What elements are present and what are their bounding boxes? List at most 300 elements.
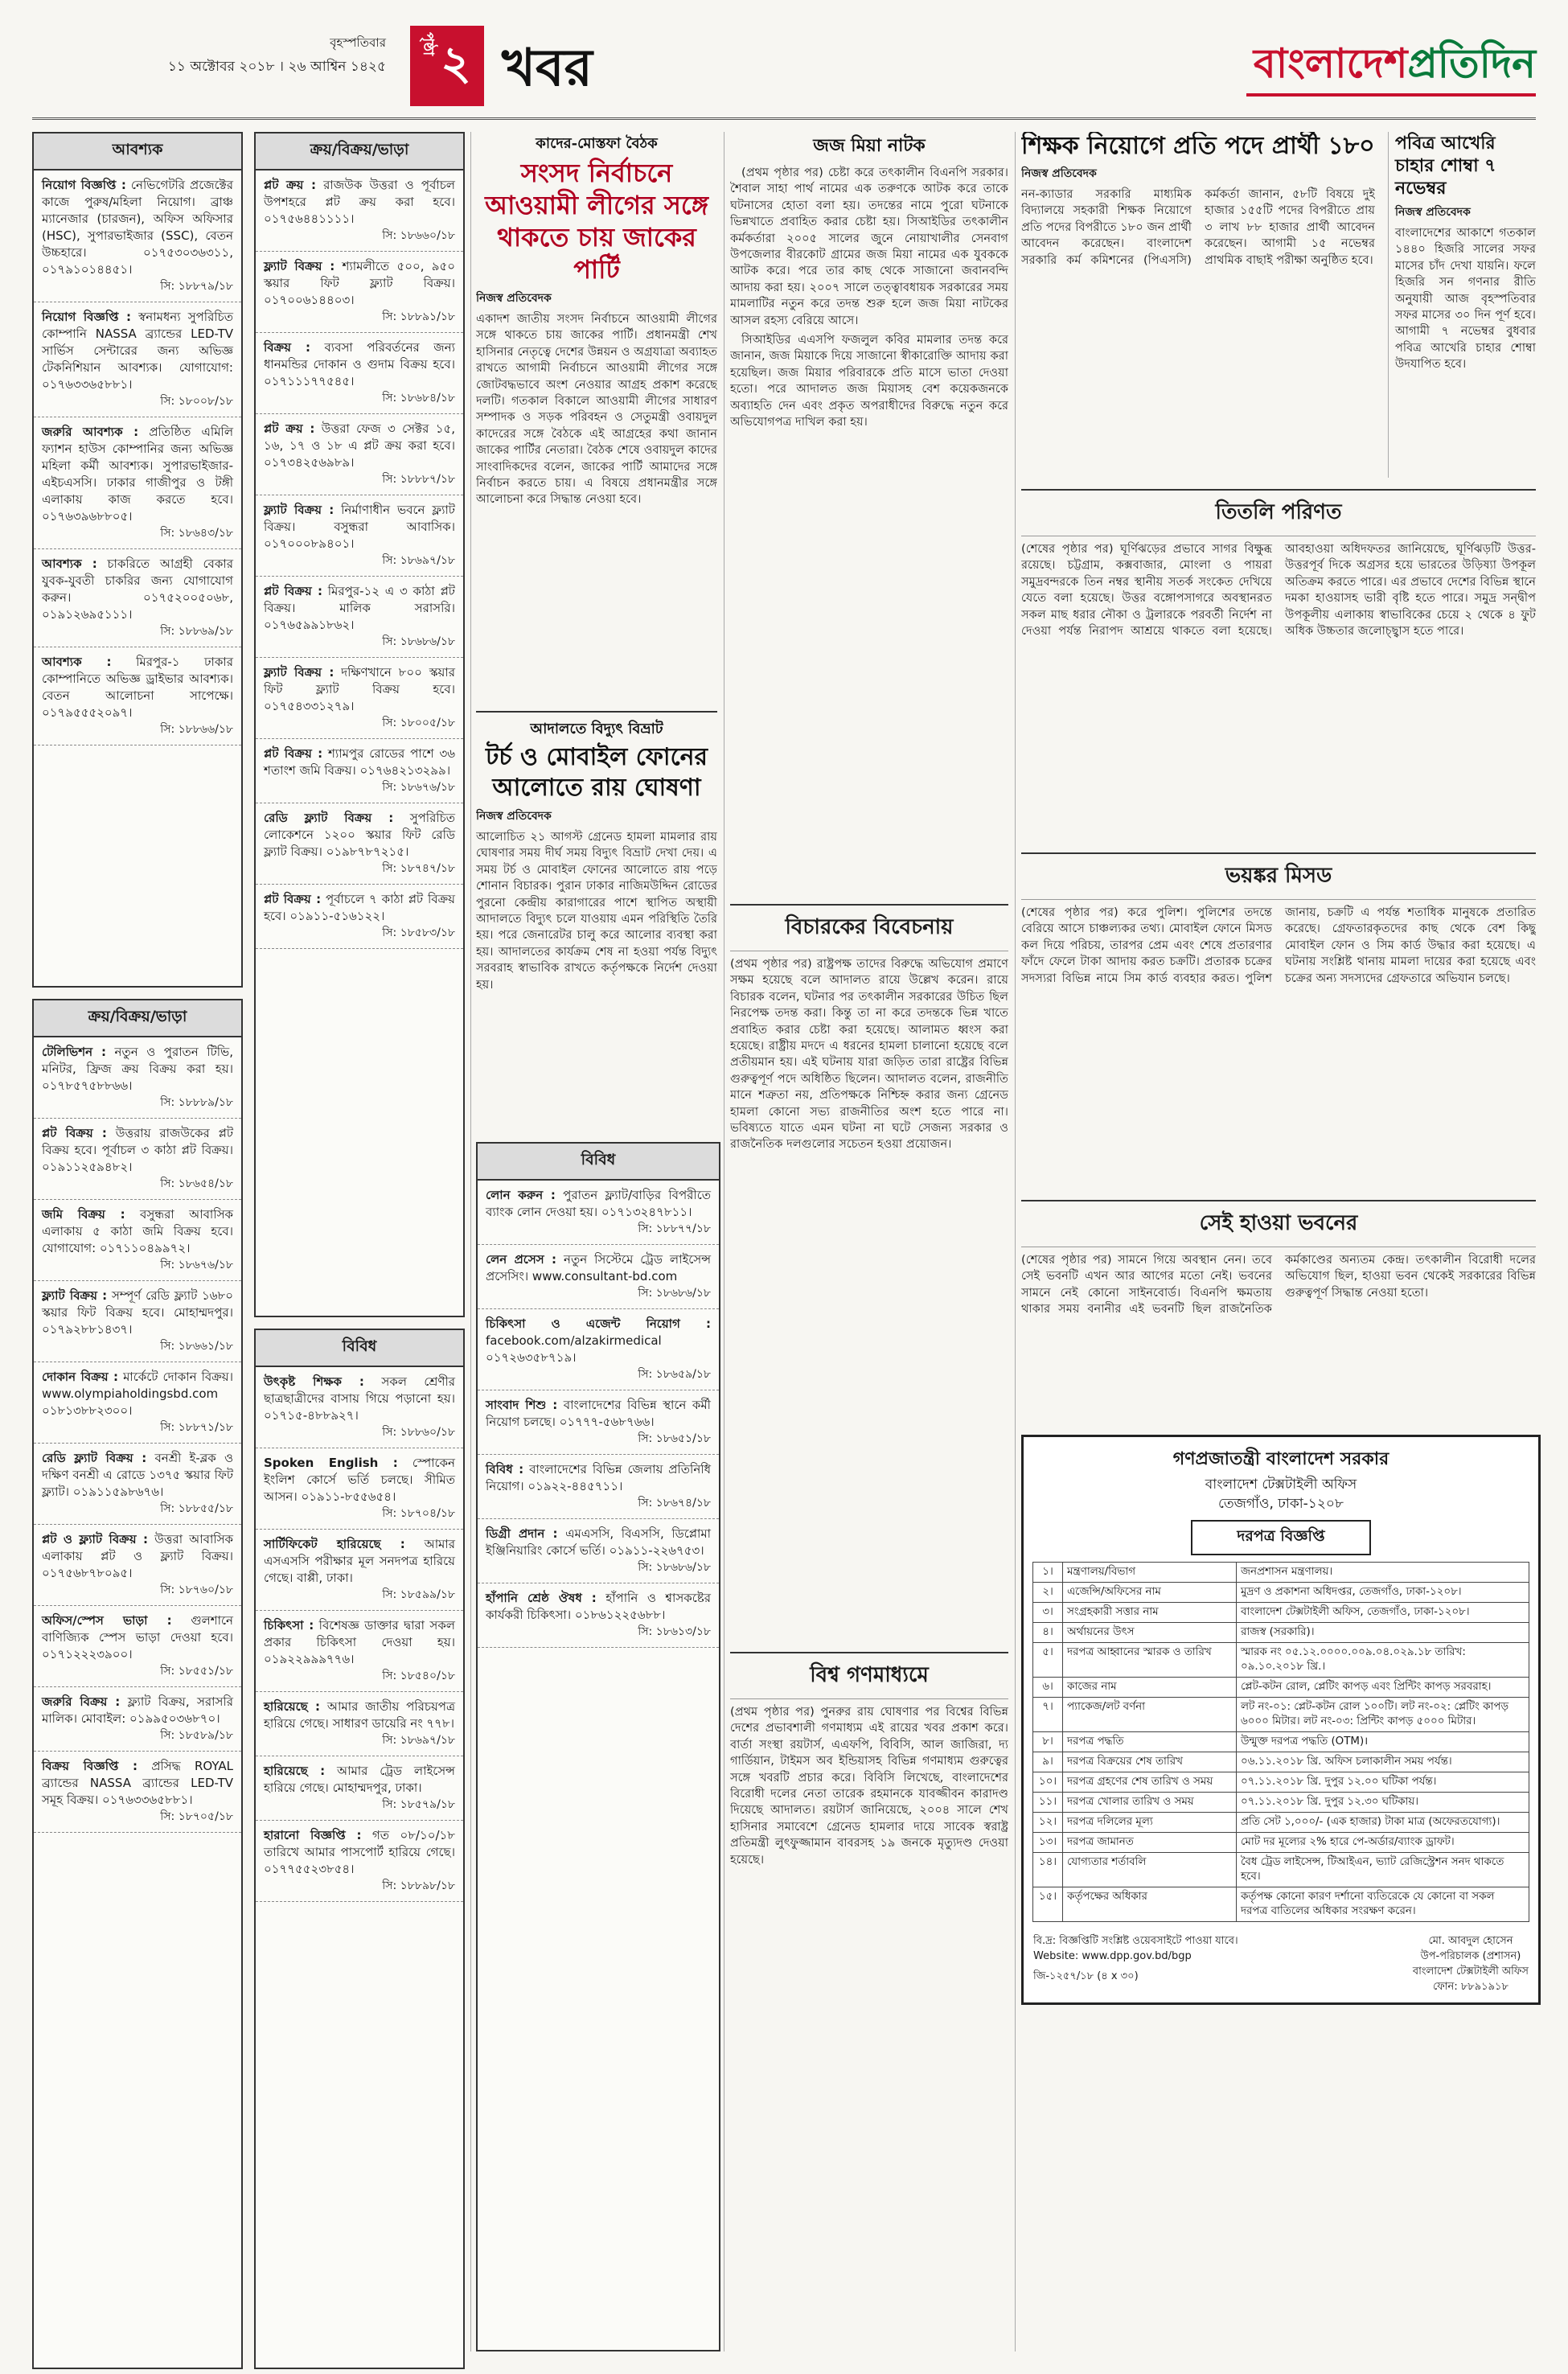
- classified-ad: [34, 1752, 241, 1833]
- classified-box-wanted: [32, 132, 243, 988]
- ad-text: প্রসিদ্ধ ROYAL ব্র্যান্ডের NASSA ব্র্যান্ডের LED-TV সমূহ বিক্রয়। ০১৭৬৩৩৬৫৮৮১।: [42, 1759, 233, 1807]
- tender-title: দরপত্র বিজ্ঞপ্তি: [1191, 1520, 1371, 1555]
- tender-row: [1033, 1833, 1529, 1853]
- ad-lead: উৎকৃষ্ট শিক্ষক :: [264, 1374, 364, 1389]
- ad-reference: সি: ১৮৭০৪/১৮: [382, 1507, 455, 1520]
- tender-cell-key: দরপত্র পদ্ধতি: [1063, 1732, 1237, 1752]
- tender-cell-val: ০৬.১১.২০১৮ খ্রি. অফিস চলাকালীন সময় পর্যন্ত।: [1237, 1752, 1529, 1772]
- tender-cell-val: জনপ্রশাসন মন্ত্রণালয়।: [1237, 1563, 1529, 1583]
- ad-text: ব্যবসা পরিবর্তনের জন্য ধানমন্ডির দোকান ও গুদাম বিক্রয় হবে। ০১৭১১১৭৭৫৪৫।: [264, 340, 455, 388]
- column-divider: [1015, 132, 1016, 2351]
- story-headline[interactable]: তিতলি পরিণত: [1021, 489, 1536, 536]
- ad-lead: সাংবাদ শিশু :: [486, 1398, 558, 1412]
- story-teacher-recruitment: [1021, 132, 1375, 478]
- classified-ad: [34, 302, 241, 417]
- classified-ad: [478, 1583, 719, 1648]
- classified-ad: [256, 414, 463, 495]
- ad-reference: সি: ১৮৬৫৯/১৮: [638, 1368, 711, 1381]
- tender-cell-key: যোগ্যতার শর্তাবলি: [1063, 1853, 1237, 1887]
- section-title: খবর: [502, 38, 593, 98]
- classified-ad: [34, 1281, 241, 1362]
- masthead-part-b: প্রতিদিন: [1407, 39, 1536, 87]
- ad-lead: বিবিধ :: [486, 1462, 524, 1477]
- ad-reference: সি: ১৮৬৯৭/১৮: [382, 1734, 455, 1747]
- tender-row: [1033, 1887, 1529, 1922]
- ad-text: হাঁপানি ও শ্বাসকষ্টের কার্যকরী চিকিৎসা। ০১৮৬১২২৫৬৮৮।: [486, 1591, 711, 1622]
- tender-cell-val: কর্তৃপক্ষ কোনো কারণ দর্শানো ব্যতিরেকে যে কোনো বা সকল দরপত্র বাতিলের অধিকার সংরক্ষণ করেন।: [1237, 1887, 1529, 1922]
- ad-lead: জরুরি বিক্রয় :: [42, 1694, 121, 1709]
- ad-reference: সি: ১৮৬৮৬/১৮: [382, 635, 455, 648]
- classified-ad: [256, 1530, 463, 1611]
- tender-cell-no: ৩।: [1033, 1603, 1063, 1623]
- ad-lead: দোকান বিক্রয় :: [42, 1370, 119, 1384]
- ad-lead: ফ্ল্যাট বিক্রয় :: [42, 1288, 108, 1303]
- ad-reference: সি: ১৮৫৫১/১৮: [160, 1665, 233, 1678]
- ad-lead: ফ্ল্যাট বিক্রয় :: [264, 259, 335, 273]
- ad-lead: বিক্রয় :: [264, 340, 310, 355]
- classified-box-title: বিবিধ: [478, 1144, 719, 1181]
- ad-text: মার্কেটে দোকান বিক্রয়। www.olympiaholdingsbd.com ০১৮১৩৮৮২৩০০।: [42, 1370, 233, 1418]
- tender-row: [1033, 1563, 1529, 1583]
- classified-ad: [256, 885, 463, 949]
- page-label: পৃষ্ঠা: [420, 32, 437, 56]
- story-titli: [1021, 489, 1536, 843]
- tender-note: বি.দ্র: বিজ্ঞপ্তিটি সংশ্লিষ্ট ওয়েবসাইটে পাওয়া যাবে।: [1033, 1935, 1238, 1947]
- ad-text: বিশেষজ্ঞ ডাক্তার দ্বারা সকল প্রকার চিকিৎসা দেওয়া হয়। ০১৯২২৯৯৯৭৭৬।: [264, 1618, 455, 1666]
- ad-lead: সার্টিফিকেট হারিয়েছে :: [264, 1537, 405, 1551]
- story-byline: নিজস্ব প্রতিবেদক: [476, 810, 552, 823]
- story-body: [730, 165, 1008, 431]
- ad-lead: জরুরি আবশ্যক :: [42, 425, 139, 439]
- ad-text: পুরাতন ফ্ল্যাট/বাড়ির বিপরীতে ব্যাংক লোন দেওয়া হয়। ০১৭১৩২৪৭৮১১।: [486, 1188, 711, 1219]
- ad-text: প্রতিষ্ঠিত এমিলি ফ্যাশন হাউস কোম্পানির জন্য অভিজ্ঞ মহিলা কর্মী আবশ্যক। সুপারভাইজার-এইচএসসি। ঢাকার গাজীপুর ও টঙ্গী এলাকায় কাজ করতে হবে। ০১৭৬৩৯৬৮৮০৫।: [42, 425, 233, 524]
- tender-cell-key: মন্ত্রণালয়/বিভাগ: [1063, 1563, 1237, 1583]
- classified-box-bibidh: [476, 1142, 720, 2351]
- ad-lead: হাঁপানি শ্রেষ্ঠ ঔষধ :: [486, 1591, 597, 1605]
- ad-reference: সি: ১৮৮৮৭/১৮: [382, 473, 455, 486]
- tender-row: [1033, 1813, 1529, 1833]
- classifieds-column-2: [254, 132, 465, 2369]
- tender-government: গণপ্রজাতন্ত্রী বাংলাদেশ সরকার: [1172, 1449, 1389, 1469]
- story-kicker: কাদের-মোস্তফা বৈঠক: [536, 135, 658, 152]
- tender-cell-key: দরপত্র আহ্বানের স্মারক ও তারিখ: [1063, 1643, 1237, 1678]
- ad-lead: প্লট বিক্রয় :: [264, 584, 322, 598]
- tender-cell-no: ৭।: [1033, 1698, 1063, 1732]
- page-header: [32, 19, 1536, 120]
- ad-text: ফ্ল্যাট বিক্রয়, সরাসরি মালিক। মোবাইল: ০১৯৯৫০৩৬৮৭০।: [42, 1694, 233, 1726]
- tender-cell-val: বৈধ ট্রেড লাইসেন্স, টিআইএন, ভ্যাট রেজিস্ট্রেশন সনদ থাকতে হবে।: [1237, 1853, 1529, 1887]
- tender-cell-no: ৬।: [1033, 1678, 1063, 1698]
- tender-cell-val: লট নং-০১: প্লেট-কটন রোল ১০০টি। লট নং-০২: প্লেটিং কাপড় ৬০০০ মিটার। লট নং-০৩: প্রিন্টিং কাপড় ৫০০০ মিটার।: [1237, 1698, 1529, 1732]
- ad-text: উত্তরা ফেজ ৩ সেক্টর ১৫, ১৬, ১৭ ও ১৮ এ প্লট ক্রয় করা হবে। ০১৭৩৪২৫৬৯৮৯।: [264, 421, 455, 470]
- ad-text: নেভিগেটরি প্রজেক্টের কাজে পুরুষ/মহিলা নিয়োগ। ব্রাঞ্চ ম্যানেজার (চারজন), অফিস অফিসার (HSC), সুপারভাইজার (SSC), বেতন উচ্চহারে। ০১৭৫৩০৩৬৩১১, ০১৭৯১০১৪৪৫১।: [42, 178, 233, 277]
- ad-text: গুলশানে বাণিজ্যিক স্পেস ভাড়া দেওয়া হবে। ০১৭১২২২৩৯০০।: [42, 1613, 233, 1661]
- ad-reference: সি: ১৮৫৯৯/১৮: [382, 1588, 455, 1601]
- classified-ad: [478, 1519, 719, 1583]
- ad-text: নির্মাণাধীন ভবনে ফ্ল্যাট বিক্রয়। বসুন্ধরা আবাসিক। ০১৭০০০৮৯৪০১।: [264, 503, 455, 551]
- tender-cell-key: কাজের নাম: [1063, 1678, 1237, 1698]
- tender-signature-block: [1413, 1933, 1529, 1994]
- story-body: (প্রথম পৃষ্ঠার পর) রাষ্ট্রপক্ষ তাদের বিরুদ্ধে অভিযোগ প্রমাণে সক্ষম হয়েছে বলে আদালত রায়ে উল্লেখ করেন। রায়ে বিচারক বলেন, ঘটনার পর তৎকালীন সরকারের উচিত ছিল নিরপেক্ষ তদন্ত করা। কিন্তু তা না করে তদন্তকে ভিন্ন খাতে প্রবাহিত করার চেষ্টা করা হয়েছে। আলামত ধ্বংস করা হয়েছে। রাষ্ট্রীয় মদদে এ ধরনের হামলা চালানো হয়েছে বলে প্রতীয়মান হয়। এই ঘটনায় যারা জড়িত তারা রাষ্ট্রের বিভিন্ন গুরুত্বপূর্ণ পদে অধিষ্ঠিত ছিলেন। আদালত বলেন, রাজনীতি মানে শত্রুতা নয়, প্রতিপক্ষকে নিশ্চিহ্ন করার জন্য গ্রেনেড হামলা কোনো সভ্য রাজনীতির অংশ হতে পারে না। ভবিষ্যতে যাতে এমন ঘটনা না ঘটে সেজন্য সরকার ও রাজনৈতিক দলগুলোর সচেতন হওয়া প্রয়োজন।: [730, 957, 1008, 1152]
- masthead-part-a: বাংলাদেশ: [1253, 39, 1408, 87]
- column-divider: [470, 132, 471, 2351]
- classified-ad: [34, 1037, 241, 1119]
- classifieds-column-1: [32, 132, 243, 2369]
- ad-reference: সি: ১৮৫৪০/১৮: [382, 1670, 455, 1682]
- classified-ad: [256, 1821, 463, 1902]
- ad-lead: আবশ্যক :: [42, 655, 112, 669]
- tender-cell-key: কর্তৃপক্ষের অধিকার: [1063, 1887, 1237, 1922]
- ad-text: দক্ষিণখানে ৮০০ স্কয়ার ফিট ফ্ল্যাট বিক্রয় হবে। ০১৭৫৪৩৩১২৭৯।: [264, 665, 455, 713]
- tender-cell-no: ১।: [1033, 1563, 1063, 1583]
- classified-ad: [256, 1756, 463, 1821]
- story-headline[interactable]: টর্চ ও মোবাইল ফোনের আলোতে রায় ঘোষণা: [485, 743, 708, 802]
- ad-lead: বিক্রয় বিজ্ঞপ্তি :: [42, 1759, 138, 1773]
- tender-cell-val: ০৭.১১.২০১৮ খ্রি. দুপুর ১২.৩০ ঘটিকায়।: [1237, 1793, 1529, 1813]
- classified-ad: [34, 1525, 241, 1606]
- classified-ad: [256, 658, 463, 739]
- ad-lead: প্লট ক্রয় :: [264, 178, 316, 192]
- tender-cell-no: ২।: [1033, 1583, 1063, 1603]
- ad-text: স্পোকেন ইংলিশ কোর্সে ভর্তি চলছে। সীমিত আসন। ০১৯১১-৮৫৫৬৫৪।: [264, 1456, 455, 1504]
- classified-ad: [256, 1448, 463, 1530]
- story-body: আলোচিত ২১ আগস্ট গ্রেনেড হামলা মামলার রায় ঘোষণার সময় দীর্ঘ সময় বিদ্যুৎ বিভ্রাট দেখা দেয়। এ সময় টর্চ ও মোবাইল ফোনের আলোতে রায় পড়ে শোনান বিচারক। পুরান ঢাকার নাজিমউদ্দিন রোডের পুরনো কেন্দ্রীয় কারাগারের পাশে স্থাপিত অস্থায়ী আদালতে বিদ্যুৎ চলে যাওয়ায় এমন পরিস্থিতি তৈরি হয়। পরে জেনারেটর চালু করে আলোর ব্যবস্থা করা হয়। আদালতের কার্যক্রম শেষ না হওয়া পর্যন্ত বিদ্যুৎ সরবরাহ স্বাভাবিক রাখতে কর্তৃপক্ষকে নির্দেশ দেওয়া হয়।: [476, 830, 717, 992]
- ad-reference: সি: ১৮৫৮৩/১৮: [382, 926, 455, 939]
- ad-text: বসুন্ধরা আবাসিক এলাকায় ৫ কাঠা জমি বিক্রয় হবে। যোগাযোগ: ০১৭১১০৪৯৯৭২।: [42, 1207, 233, 1255]
- ad-lead: রেডি ফ্ল্যাট বিক্রয় :: [264, 811, 394, 825]
- tender-cell-no: ১৩।: [1033, 1833, 1063, 1853]
- classified-box-title: ক্রয়/বিক্রয়/ভাড়া: [34, 1000, 241, 1037]
- classified-ad: [34, 170, 241, 302]
- story-paragraph: সিআইডির এএসপি ফজলুল কবির মামলার তদন্ত করে জানান, জজ মিয়াকে দিয়ে সাজানো স্বীকারোক্তি আদায় করা হয়েছিল। জজ মিয়ার পরিবারকে প্রতি মাসে ভাতা দেওয়া হতো। পরে আদালত জজ মিয়াসহ বেশ কয়েকজনকে অব্যাহতি দেন এবং প্রকৃত অপরাধীদের বিরুদ্ধে নতুন করে অভিযোগপত্র দাখিল করা হয়।: [730, 333, 1008, 429]
- ad-reference: সি: ১৮৬৮৬/১৮: [638, 1561, 711, 1574]
- tender-row: [1033, 1752, 1529, 1772]
- classified-ad: [256, 252, 463, 333]
- ad-reference: সি: ১৮৮৮৯/১৮: [160, 1096, 233, 1109]
- tender-footer-left: [1033, 1933, 1238, 1994]
- tender-cell-no: ১২।: [1033, 1813, 1063, 1833]
- ad-text: গত ০৮/১০/১৮ তারিখে আমার পাসপোর্ট হারিয়ে গেছে। ০১৭৭৫৫২৩৮৫৪।: [264, 1828, 455, 1876]
- tender-cell-no: ৮।: [1033, 1732, 1063, 1752]
- weekday: বৃহস্পতিবার: [330, 35, 386, 50]
- tender-row: [1033, 1732, 1529, 1752]
- classified-box-title: ক্রয়/বিক্রয়/ভাড়া: [256, 133, 463, 170]
- ad-reference: সি: ১৮৮৭৯/১৮: [160, 280, 233, 293]
- classified-ads-list: [256, 1367, 463, 1902]
- newspaper-page: [32, 19, 1536, 2355]
- classified-ad: [478, 1390, 719, 1455]
- ad-reference: সি: ১৮৮৫৫/১৮: [160, 1502, 233, 1515]
- classified-ad: [478, 1245, 719, 1309]
- ad-lead: লোন করুন :: [486, 1188, 556, 1202]
- tender-row: [1033, 1853, 1529, 1887]
- ad-reference: সি: ১৮৬৭৪/১৮: [638, 1497, 711, 1509]
- classified-ad: [478, 1309, 719, 1390]
- ad-lead: চিকিৎসা ও এজেন্ট নিয়োগ :: [486, 1316, 711, 1331]
- masthead-logo: [1254, 34, 1536, 101]
- tender-cell-no: ৪।: [1033, 1623, 1063, 1643]
- ad-text: উত্তরায় রাজউকের প্লট বিক্রয় হবে। পূর্বাচল ৩ কাঠা প্লট বিক্রয়। ০১৯১১২৫৯৪৮২।: [42, 1126, 233, 1174]
- issue-date: [121, 31, 386, 79]
- tender-table: [1032, 1562, 1529, 1922]
- tender-cell-no: ৯।: [1033, 1752, 1063, 1772]
- tender-cell-key: প্যাকেজ/লট বর্ণনা: [1063, 1698, 1237, 1732]
- page-number-badge: [410, 26, 484, 106]
- tender-row: [1033, 1772, 1529, 1793]
- tender-cell-key: দরপত্র গ্রহণের শেষ তারিখ ও সময়: [1063, 1772, 1237, 1793]
- story-byline: নিজস্ব প্রতিবেদক: [1021, 167, 1097, 180]
- classified-ad: [478, 1181, 719, 1245]
- classified-ads-list: [34, 1037, 241, 1833]
- ad-lead: প্লট ও ফ্ল্যাট বিক্রয় :: [42, 1532, 149, 1546]
- classified-ad: [34, 1687, 241, 1752]
- ad-reference: সি: ১৮৮৯১/১৮: [382, 310, 455, 323]
- ad-reference: সি: ১৮৬৬০/১৮: [382, 229, 455, 242]
- story-body: একাদশ জাতীয় সংসদ নির্বাচনে আওয়ামী লীগের সঙ্গে থাকতে চায় জাকের পার্টি। প্রধানমন্ত্রী শেখ হাসিনার নেতৃত্বে দেশের উন্নয়ন ও অগ্রযাত্রা অব্যাহত রাখতে আগামী নির্বাচনে আওয়ামী লীগের সঙ্গে জোটবদ্ধভাবে অংশ নেওয়ার আগ্রহ প্রকাশ করেছে দলটি। গতকাল বিকালে আওয়ামী লীগের সাধারণ সম্পাদক ও সড়ক পরিবহন ও সেতুমন্ত্রী ওবায়দুল কাদেরের সঙ্গে বৈঠকে এই আগ্রহের কথা জানান জাকের পার্টির নেতারা। বৈঠক শেষে ওবায়দুল কাদের সাংবাদিকদের বলেন, জাকের পার্টি আমাদের সঙ্গে নির্বাচন করতে চায়। এ বিষয়ে প্রধানমন্ত্রীর সঙ্গে আলোচনা করে সিদ্ধান্ত নেওয়া হবে।: [476, 312, 717, 507]
- classified-box-title: আবশ্যক: [34, 133, 241, 170]
- ad-text: বাংলাদেশের বিভিন্ন জেলায় প্রতিনিধি নিয়োগ। ০১৯২২-৪৪৫৭১১।: [486, 1462, 711, 1493]
- tender-row: [1033, 1623, 1529, 1643]
- ad-lead: ফ্ল্যাট বিক্রয় :: [264, 665, 335, 680]
- tender-footer: [1024, 1928, 1538, 2002]
- classified-ad: [256, 803, 463, 885]
- ad-reference: সি: ১৮৮৭১/১৮: [160, 1421, 233, 1434]
- tender-website[interactable]: Website: www.dpp.gov.bd/bgp: [1033, 1950, 1192, 1962]
- tender-row: [1033, 1678, 1529, 1698]
- tender-cell-no: ১৪।: [1033, 1853, 1063, 1887]
- story-headline[interactable]: ভয়ঙ্কর মিসড: [1021, 852, 1536, 900]
- tender-cell-no: ১৫।: [1033, 1887, 1063, 1922]
- ad-reference: সি: ১৮৮৬৯/১৮: [160, 625, 233, 638]
- ad-lead: Spoken English :: [264, 1456, 398, 1470]
- story-body: বাংলাদেশের আকাশে গতকাল ১৪৪০ হিজরি সালের সফর মাসের চাঁদ দেখা যায়নি। ফলে হিজরি সন গণনার রীতি অনুযায়ী আজ বৃহস্পতিবার সফর মাসের ৩০ দিন পূর্ণ হবে। আগামী ৭ নভেম্বর বুধবার পবিত্র আখেরি চাহার শোম্বা উদযাপিত হবে।: [1395, 226, 1536, 372]
- story-hawa-bhaban: [1021, 1200, 1536, 1425]
- story-joj-mia: [730, 132, 1008, 896]
- ad-text: আমার ট্রেড লাইসেন্স হারিয়ে গেছে। মোহাম্মদপুর, ঢাকা।: [264, 1764, 455, 1795]
- ad-reference: সি: ১৮৭৪৭/১৮: [382, 862, 455, 875]
- ad-reference: সি: ১৮৮৬৬/১৮: [160, 723, 233, 736]
- ad-text: শ্যামলীতে ৫০০, ৯৫০ স্কয়ার ফিট ফ্ল্যাট বিক্রয়। ০১৭০০৬১৪৪০৩।: [264, 259, 455, 307]
- tender-cell-no: ১১।: [1033, 1793, 1063, 1813]
- story-body: নন-ক্যাডার সরকারি মাধ্যমিক বিদ্যালয়ে সহকারী শিক্ষক নিয়োগে প্রতি পদের বিপরীতে ১৮০ জন প্রার্থী আবেদন করেছেন। বাংলাদেশ সরকারি কর্ম কমিশনের (পিএসসি) কর্মকর্তা জানান, ৫৮টি বিষয়ে দুই হাজার ১৫৫টি পদের বিপরীতে প্রায় ৩ লাখ ৮৮ হাজার প্রার্থী আবেদন করেছেন। আগামী ১৫ নভেম্বর প্রাথমিক বাছাই পরীক্ষা অনুষ্ঠিত হবে।: [1021, 187, 1375, 267]
- ad-reference: সি: ১৮৬৮৪/১৮: [382, 392, 455, 405]
- tender-row: [1033, 1793, 1529, 1813]
- ad-lead: নিয়োগ বিজ্ঞপ্তি :: [42, 178, 126, 192]
- tender-cell-val: বাংলাদেশ টেক্সটাইলী অফিস, তেজগাঁও, ঢাকা-১২০৮।: [1237, 1603, 1529, 1623]
- classified-ad: [256, 495, 463, 577]
- story-body: (শেষের পৃষ্ঠার পর) করে পুলিশ। পুলিশের তদন্তে বেরিয়ে আসে চাঞ্চল্যকর তথ্য। মোবাইল ফোনে মিসড কল দিয়ে পরিচয়, তারপর প্রেম এবং শেষে প্রতারণার ফাঁদে ফেলে টাকা আদায় করত চক্রটি। প্রতারক চক্রের সদস্যরা বিভিন্ন নামে সিম কার্ড ব্যবহার করত। পুলিশ জানায়, চক্রটি এ পর্যন্ত শতাধিক মানুষকে প্রতারিত করেছে। গ্রেফতারকৃতদের কাছ থেকে বেশ কিছু মোবাইল ফোন ও সিম কার্ড উদ্ধার করা হয়েছে। এ ঘটনায় সংশ্লিষ্ট থানায় মামলা দায়ের করা হয়েছে এবং চক্রের অন্য সদস্যদের গ্রেফতারে অভিযান চলছে।: [1021, 906, 1536, 985]
- ad-text: সকল শ্রেণীর ছাত্রছাত্রীদের বাসায় গিয়ে পড়ানো হয়। ০১৭১৫-৪৮৮৯২৭।: [264, 1374, 455, 1423]
- ad-reference: সি: ১৮৬৫৪/১৮: [160, 1177, 233, 1190]
- tender-cell-val: প্লেট-কটন রোল, প্লেটিং কাপড় এবং প্রিন্টিং কাপড় সরবরাহ।: [1237, 1678, 1529, 1698]
- story-missed-call: [1021, 852, 1536, 1190]
- ad-reference: সি: ১৮৫৮৯/১৮: [160, 1729, 233, 1742]
- story-akheri-chahar: [1388, 132, 1536, 478]
- ad-reference: সি: ১৮৬৭৬/১৮: [382, 781, 455, 794]
- ad-text: শ্যামপুর রোডের পাশে ৩৬ শতাংশ জমি বিক্রয়। ০১৭৬৪২১৩২৯৯।: [264, 746, 455, 778]
- ad-reference: সি: ১৮৬১৩/১৮: [638, 1625, 711, 1638]
- tender-cell-val: ০৭.১১.২০১৮ খ্রি. দুপুর ১২.০০ ঘটিকা পর্যন্ত।: [1237, 1772, 1529, 1793]
- tender-cell-key: দরপত্র জামানত: [1063, 1833, 1237, 1853]
- tender-cell-key: দরপত্র খোলার তারিখ ও সময়: [1063, 1793, 1237, 1813]
- tender-cell-key: দরপত্র দলিলের মূল্য: [1063, 1813, 1237, 1833]
- tender-cell-val: উন্মুক্ত দরপত্র পদ্ধতি (OTM)।: [1237, 1732, 1529, 1752]
- story-headline[interactable]: বিশ্ব গণমাধ্যমে: [730, 1652, 1008, 1699]
- ad-text: বনশ্রী ই-ব্লক ও দক্ষিণ বনশ্রী এ রোডে ১৩৭৫ স্কয়ার ফিট ফ্ল্যাট। ০১৯১১৫৯৮৬৭৬।: [42, 1451, 234, 1499]
- ad-text: মিরপুর-১ ঢাকার কোম্পানিতে অভিজ্ঞ ড্রাইভার আবশ্যক। বেতন আলোচনা সাপেক্ষে। ০১৭৯৫৫৫২০৯৭।: [42, 655, 233, 720]
- ad-text: নতুন ও পুরাতন টিভি, মনিটর, ফ্রিজ ক্রয় বিক্রয় করা হয়। ০১৭৮৫৭৫৮৮৬৬।: [42, 1045, 233, 1093]
- tender-cell-val: মোট দর মূল্যের ২% হারে পে-অর্ডার/ব্যাংক ড্রাফট।: [1237, 1833, 1529, 1853]
- story-headline[interactable]: সংসদ নির্বাচনে আওয়ামী লীগের সঙ্গে থাকতে চায় জাকের পার্টি: [485, 158, 708, 285]
- ad-lead: টেলিভিশন :: [42, 1045, 106, 1059]
- ad-lead: জমি বিক্রয় :: [42, 1207, 125, 1222]
- ad-reference: সি: ১৮৬৮৬/১৮: [638, 1287, 711, 1300]
- story-torch-light: [476, 711, 717, 1129]
- ad-text: নতুন সিস্টেমে ট্রেড লাইসেন্স প্রসেসিং। www.consultant-bd.com: [486, 1252, 711, 1284]
- ad-reference: সি: ১৮৮৬০/১৮: [382, 1426, 455, 1439]
- ad-lead: প্লট বিক্রয় :: [42, 1126, 107, 1140]
- ad-text: এমএসসি, বিএসসি, ডিপ্লোমা ইঞ্জিনিয়ারিং কোর্সে ভর্তি। ০১৯১১-২২৬৭৫৩।: [486, 1526, 711, 1558]
- tender-cell-key: অর্থায়নের উৎস: [1063, 1623, 1237, 1643]
- ad-text: উত্তরা আবাসিক এলাকায় প্লট ও ফ্ল্যাট বিক্রয়। ০১৭৫৬৮৭৮০৯৫।: [42, 1532, 233, 1580]
- story-world-media: [730, 1652, 1008, 2343]
- ad-lead: অফিস/স্পেস ভাড়া :: [42, 1613, 172, 1628]
- ad-lead: প্লট বিক্রয় :: [264, 892, 322, 906]
- ad-text: পূর্বাচলে ৭ কাঠা প্লট বিক্রয় হবে। ০১৯১১-৫১৬১২২।: [264, 892, 455, 923]
- ad-reference: সি: ১৮৭০৫/১৮: [160, 1810, 233, 1823]
- ad-text: facebook.com/alzakirmedical ০১৭২৬৩৫৮৭১৯।: [486, 1333, 662, 1365]
- classified-ad: [34, 1119, 241, 1200]
- tender-office: বাংলাদেশ টেক্সটাইলী অফিস: [1205, 1477, 1357, 1493]
- tender-cell-key: এজেন্সি/অফিসের নাম: [1063, 1583, 1237, 1603]
- classified-ad: [256, 170, 463, 252]
- ad-reference: সি: ১৮৬৭৬/১৮: [160, 1259, 233, 1271]
- classified-ad: [34, 1444, 241, 1525]
- classified-ad: [34, 1606, 241, 1687]
- ad-reference: সি: ১৮৬৯৭/১৮: [382, 554, 455, 567]
- classified-ad: [34, 417, 241, 549]
- tender-cell-key: সংগ্রহকারী সত্তার নাম: [1063, 1603, 1237, 1623]
- story-body: (শেষের পৃষ্ঠার পর) ঘূর্ণিঝড়ের প্রভাবে সাগর বিক্ষুব্ধ রয়েছে। চট্টগ্রাম, কক্সবাজার, মোংলা ও পায়রা সমুদ্রবন্দরকে তিন নম্বর স্থানীয় সতর্ক সংকেত দেখিয়ে যেতে বলা হয়েছে। উত্তর বঙ্গোপসাগরে অবস্থানরত সকল মাছ ধরার নৌকা ও ট্রলারকে পরবর্তী নির্দেশ না দেওয়া পর্যন্ত নিরাপদ আশ্রয়ে থাকতে বলা হয়েছে। আবহাওয়া অধিদফতর জানিয়েছে, ঘূর্ণিঝড়টি উত্তর-উত্তরপূর্ব দিকে অগ্রসর হয়ে ভারতের উড়িষ্যা উপকূল অতিক্রম করতে পারে। এর প্রভাবে দেশের বিভিন্ন স্থানে দমকা হাওয়াসহ ভারী বৃষ্টি হতে পারে। সমুদ্র সন্দ্বীপ উপকূলীয় এলাকায় স্বাভাবিকের চেয়ে ২ থেকে ৪ ফুট অধিক উচ্চতার জলোচ্ছ্বাস হতে পারে।: [1021, 542, 1536, 639]
- ad-text: আমার এসএসসি পরীক্ষার মূল সনদপত্র হারিয়ে গেছে। বাপ্পী, ঢাকা।: [264, 1537, 455, 1585]
- tender-cell-val: মুদ্রণ ও প্রকাশনা অধিদপ্তর, তেজগাঁও, ঢাকা-১২০৮।: [1237, 1583, 1529, 1603]
- ad-text: সুপরিচিত লোকেশনে ১২০০ স্কয়ার ফিট রেডি ফ্ল্যাট বিক্রয়। ০১৯৮৭৮৭২১৫।: [264, 811, 455, 859]
- classified-box-buy-sell: [32, 999, 243, 2369]
- classified-ad: [34, 1362, 241, 1444]
- tender-row: [1033, 1583, 1529, 1603]
- story-byline: নিজস্ব প্রতিবেদক: [476, 292, 552, 305]
- story-byline: নিজস্ব প্রতিবেদক: [1395, 206, 1471, 219]
- classified-ad: [256, 739, 463, 803]
- classified-ads-list: [34, 170, 241, 745]
- ad-lead: আবশ্যক :: [42, 557, 97, 571]
- ad-lead: ফ্ল্যাট বিক্রয় :: [264, 503, 335, 517]
- ad-lead: হারানো বিজ্ঞপ্তি :: [264, 1828, 362, 1842]
- ad-lead: রেডি ফ্ল্যাট বিক্রয় :: [42, 1451, 147, 1465]
- main-story: [476, 132, 717, 703]
- ad-lead: লেন প্রসেস :: [486, 1252, 557, 1267]
- signer-phone: ফোন: ৮৮৯১৯১৮: [1433, 1981, 1508, 1993]
- tender-gd-number: জি-১২৫৭/১৮ (৪ x ৩০): [1033, 1970, 1139, 1982]
- classified-ad: [34, 1200, 241, 1281]
- ad-text: স্বনামধন্য সুপরিচিত কোম্পানি NASSA ব্র্যান্ডের LED-TV সার্ভিস সেন্টারের জন্য অভিজ্ঞ টেকনিশিয়ান আবশ্যক। যোগাযোগ: ০১৭৬৩৩৬৫৮৮১।: [42, 310, 233, 392]
- story-headline[interactable]: জজ মিয়া নাটক: [813, 135, 926, 156]
- signer-title: উপ-পরিচালক (প্রশাসন): [1420, 1950, 1521, 1962]
- story-headline[interactable]: পবিত্র আখেরি চাহার শোম্বা ৭ নভেম্বর: [1395, 133, 1496, 199]
- classified-box-buy-sell-2: [254, 132, 465, 1317]
- ad-reference: সি: ১৮৬৫১/১৮: [638, 1432, 711, 1445]
- ad-text: বাংলাদেশের বিভিন্ন স্থানে কর্মী নিয়োগ চলছে। ০১৭৭৭-৫৬৮৭৬৬।: [486, 1398, 711, 1429]
- story-judge-view: [730, 904, 1008, 1644]
- tender-cell-no: ৫।: [1033, 1643, 1063, 1678]
- tender-row: [1033, 1603, 1529, 1623]
- story-headline[interactable]: শিক্ষক নিয়োগে প্রতি পদে প্রার্থী ১৮০: [1021, 132, 1375, 160]
- ad-lead: হারিয়েছে :: [264, 1699, 321, 1714]
- ad-lead: চিকিৎসা :: [264, 1618, 314, 1633]
- tender-cell-val: প্রতি সেট ১,০০০/- (এক হাজার) টাকা মাত্র (অফেরতযোগ্য)।: [1237, 1813, 1529, 1833]
- tender-cell-key: দরপত্র বিক্রয়ের শেষ তারিখ: [1063, 1752, 1237, 1772]
- tender-row: [1033, 1643, 1529, 1678]
- ad-text: আমার জাতীয় পরিচয়পত্র হারিয়ে গেছে। সাধারণ ডায়েরি নং ৭৭৮।: [264, 1699, 455, 1731]
- ad-lead: প্লট ক্রয় :: [264, 421, 315, 436]
- ad-text: চাকরিতে আগ্রহী বেকার যুবক-যুবতী চাকরির জন্য যোগাযোগ করুন। ০১৭৫২০০৫০৬৮, ০১৯১২৬৯৫১১১।: [42, 557, 233, 622]
- ad-lead: নিয়োগ বিজ্ঞপ্তি :: [42, 310, 132, 324]
- classified-ad: [34, 647, 241, 745]
- ad-lead: প্লট বিক্রয় :: [264, 746, 323, 761]
- ad-reference: সি: ১৮০০৫/১৮: [382, 717, 455, 729]
- date-text: ১১ অক্টোবর ২০১৮ । ২৬ আশ্বিন ১৪২৫: [167, 59, 386, 75]
- signer-name: মো. আবদুল হোসেন: [1428, 1935, 1513, 1947]
- ad-text: মিরপুর-১২ এ ৩ কাঠা প্লট বিক্রয়। মালিক সরাসরি। ০১৭৬৫৯৯১৮৬২।: [264, 584, 455, 632]
- ad-reference: সি: ১৮৭৬০/১৮: [160, 1583, 233, 1596]
- classified-ad: [256, 1367, 463, 1448]
- tender-cell-val: রাজস্ব (সরকারি)।: [1237, 1623, 1529, 1643]
- ad-reference: সি: ১৮৮৭৭/১৮: [638, 1222, 711, 1235]
- classified-ad: [256, 333, 463, 414]
- page-number: ২: [441, 35, 471, 90]
- ad-reference: সি: ১৮০০৮/১৮: [160, 395, 233, 408]
- story-body: (প্রথম পৃষ্ঠার পর) পুনরুর রায় ঘোষণার পর বিশ্বের বিভিন্ন দেশের প্রভাবশালী গণমাধ্যম এই রায়ের খবর প্রকাশ করে। বার্তা সংস্থা রয়টার্স, এএফপি, বিবিসি, আল জাজিরা, দ্য গার্ডিয়ান, টাইমস অব ইন্ডিয়াসহ বিভিন্ন গণমাধ্যম গুরুত্বের সঙ্গে খবরটি প্রচার করে। বিবিসি লিখেছে, বাংলাদেশের বিরোধী দলের নেতা তারেক রহমানকে যাবজ্জীবন কারাদণ্ড দিয়েছে আদালত। রয়টার্স জানিয়েছে, ২০০৪ সালে শেখ হাসিনার সমাবেশে গ্রেনেড হামলার দায়ে সাবেক স্বরাষ্ট্র প্রতিমন্ত্রী লুৎফুজ্জামান বাবরসহ ১৯ জনকে মৃত্যুদণ্ড দেওয়া হয়েছে।: [730, 1705, 1008, 1867]
- ad-lead: ডিগ্রী প্রদান :: [486, 1526, 558, 1541]
- classified-ads-list: [478, 1181, 719, 1648]
- story-body: (শেষের পৃষ্ঠার পর) সামনে গিয়ে অবস্থান নেন। তবে সেই ভবনটি এখন আর আগের মতো নেই। ভবনের সামনে নেই কোনো সাইনবোর্ড। বিএনপি ক্ষমতায় থাকার সময় বনানীর এই ভবনটি ছিল রাজনৈতিক কর্মকাণ্ডের অন্যতম কেন্দ্র। তৎকালীন বিরোধী দলের অভিযোগ ছিল, হাওয়া ভবন থেকেই সরকারের বিভিন্ন গুরুত্বপূর্ণ সিদ্ধান্ত নেওয়া হতো।: [1021, 1253, 1536, 1316]
- story-kicker: আদালতে বিদ্যুৎ বিভ্রাট: [476, 711, 717, 742]
- ad-text: সম্পূর্ণ রেডি ফ্ল্যাট ১৬৮০ স্কয়ার ফিট বিক্রয় হবে। মোহাম্মদপুর। ০১৭৯২৮৮১৪৩৭।: [42, 1288, 233, 1337]
- story-headline[interactable]: সেই হাওয়া ভবনের: [1021, 1200, 1536, 1247]
- tender-notice: [1021, 1435, 1541, 2005]
- masthead-rule: [1246, 93, 1536, 97]
- ad-reference: সি: ১৮৬৬১/১৮: [160, 1340, 233, 1353]
- ad-reference: সি: ১৮৬৪৩/১৮: [160, 527, 233, 540]
- classified-box-title: বিবিধ: [256, 1330, 463, 1367]
- story-paragraph: (প্রথম পৃষ্ঠার পর) চেষ্টা করে তৎকালীন বিএনপি সরকার। শৈবাল সাহা পার্থ নামের এক তরুণকে আটক করে তাকে ঘটনাসের হোতা বলা হয়। তদন্তের নামে পুরো ঘটনাকে ভিন্নখাতে প্রবাহিত করার চেষ্টা হয়। সিআইডির তৎকালীন কর্মকর্তারা ২০০৫ সালের জুনে নোয়াখালীর সেনবাগ উপজেলার বীরকোট গ্রামের জজ মিয়া নামের এক যুবককে আটক করে। পরে তার কাছ থেকে সাজানো জবানবন্দি আদায় করা হয়। ২০০৭ সালে তত্ত্বাবধায়ক সরকারের সময় মামলাটির নতুন করে তদন্ত শুরু হলে জজ মিয়া নাটকের আসল রহস্য বেরিয়ে আসে।: [730, 166, 1008, 327]
- classified-ad: [34, 549, 241, 647]
- classified-ad: [478, 1455, 719, 1519]
- tender-cell-val: স্মারক নং ০৫.১২.০০০০.০০৯.০৪.০২৯.১৮ তারিখ: ০৯.১০.২০১৮ খ্রি.।: [1237, 1643, 1529, 1678]
- classified-ads-list: [256, 170, 463, 949]
- classified-ad: [256, 1611, 463, 1692]
- ad-reference: সি: ১৮৫৭৯/১৮: [382, 1798, 455, 1811]
- tender-address: তেজগাঁও, ঢাকা-১২০৮: [1218, 1496, 1344, 1512]
- classified-ad: [256, 1692, 463, 1756]
- ad-text: রাজউক উত্তরা ও পূর্বাচল উপশহরে প্লট ক্রয় করা হবে। ০১৭৫৬৪৪১১১১।: [264, 178, 455, 226]
- ad-reference: সি: ১৮৮৯৮/১৮: [382, 1879, 455, 1892]
- tender-cell-no: ১০।: [1033, 1772, 1063, 1793]
- story-headline[interactable]: বিচারকের বিবেচনায়: [730, 904, 1008, 951]
- signer-org: বাংলাদেশ টেক্সটাইলী অফিস: [1412, 1965, 1529, 1978]
- tender-row: [1033, 1698, 1529, 1732]
- classified-ad: [256, 577, 463, 658]
